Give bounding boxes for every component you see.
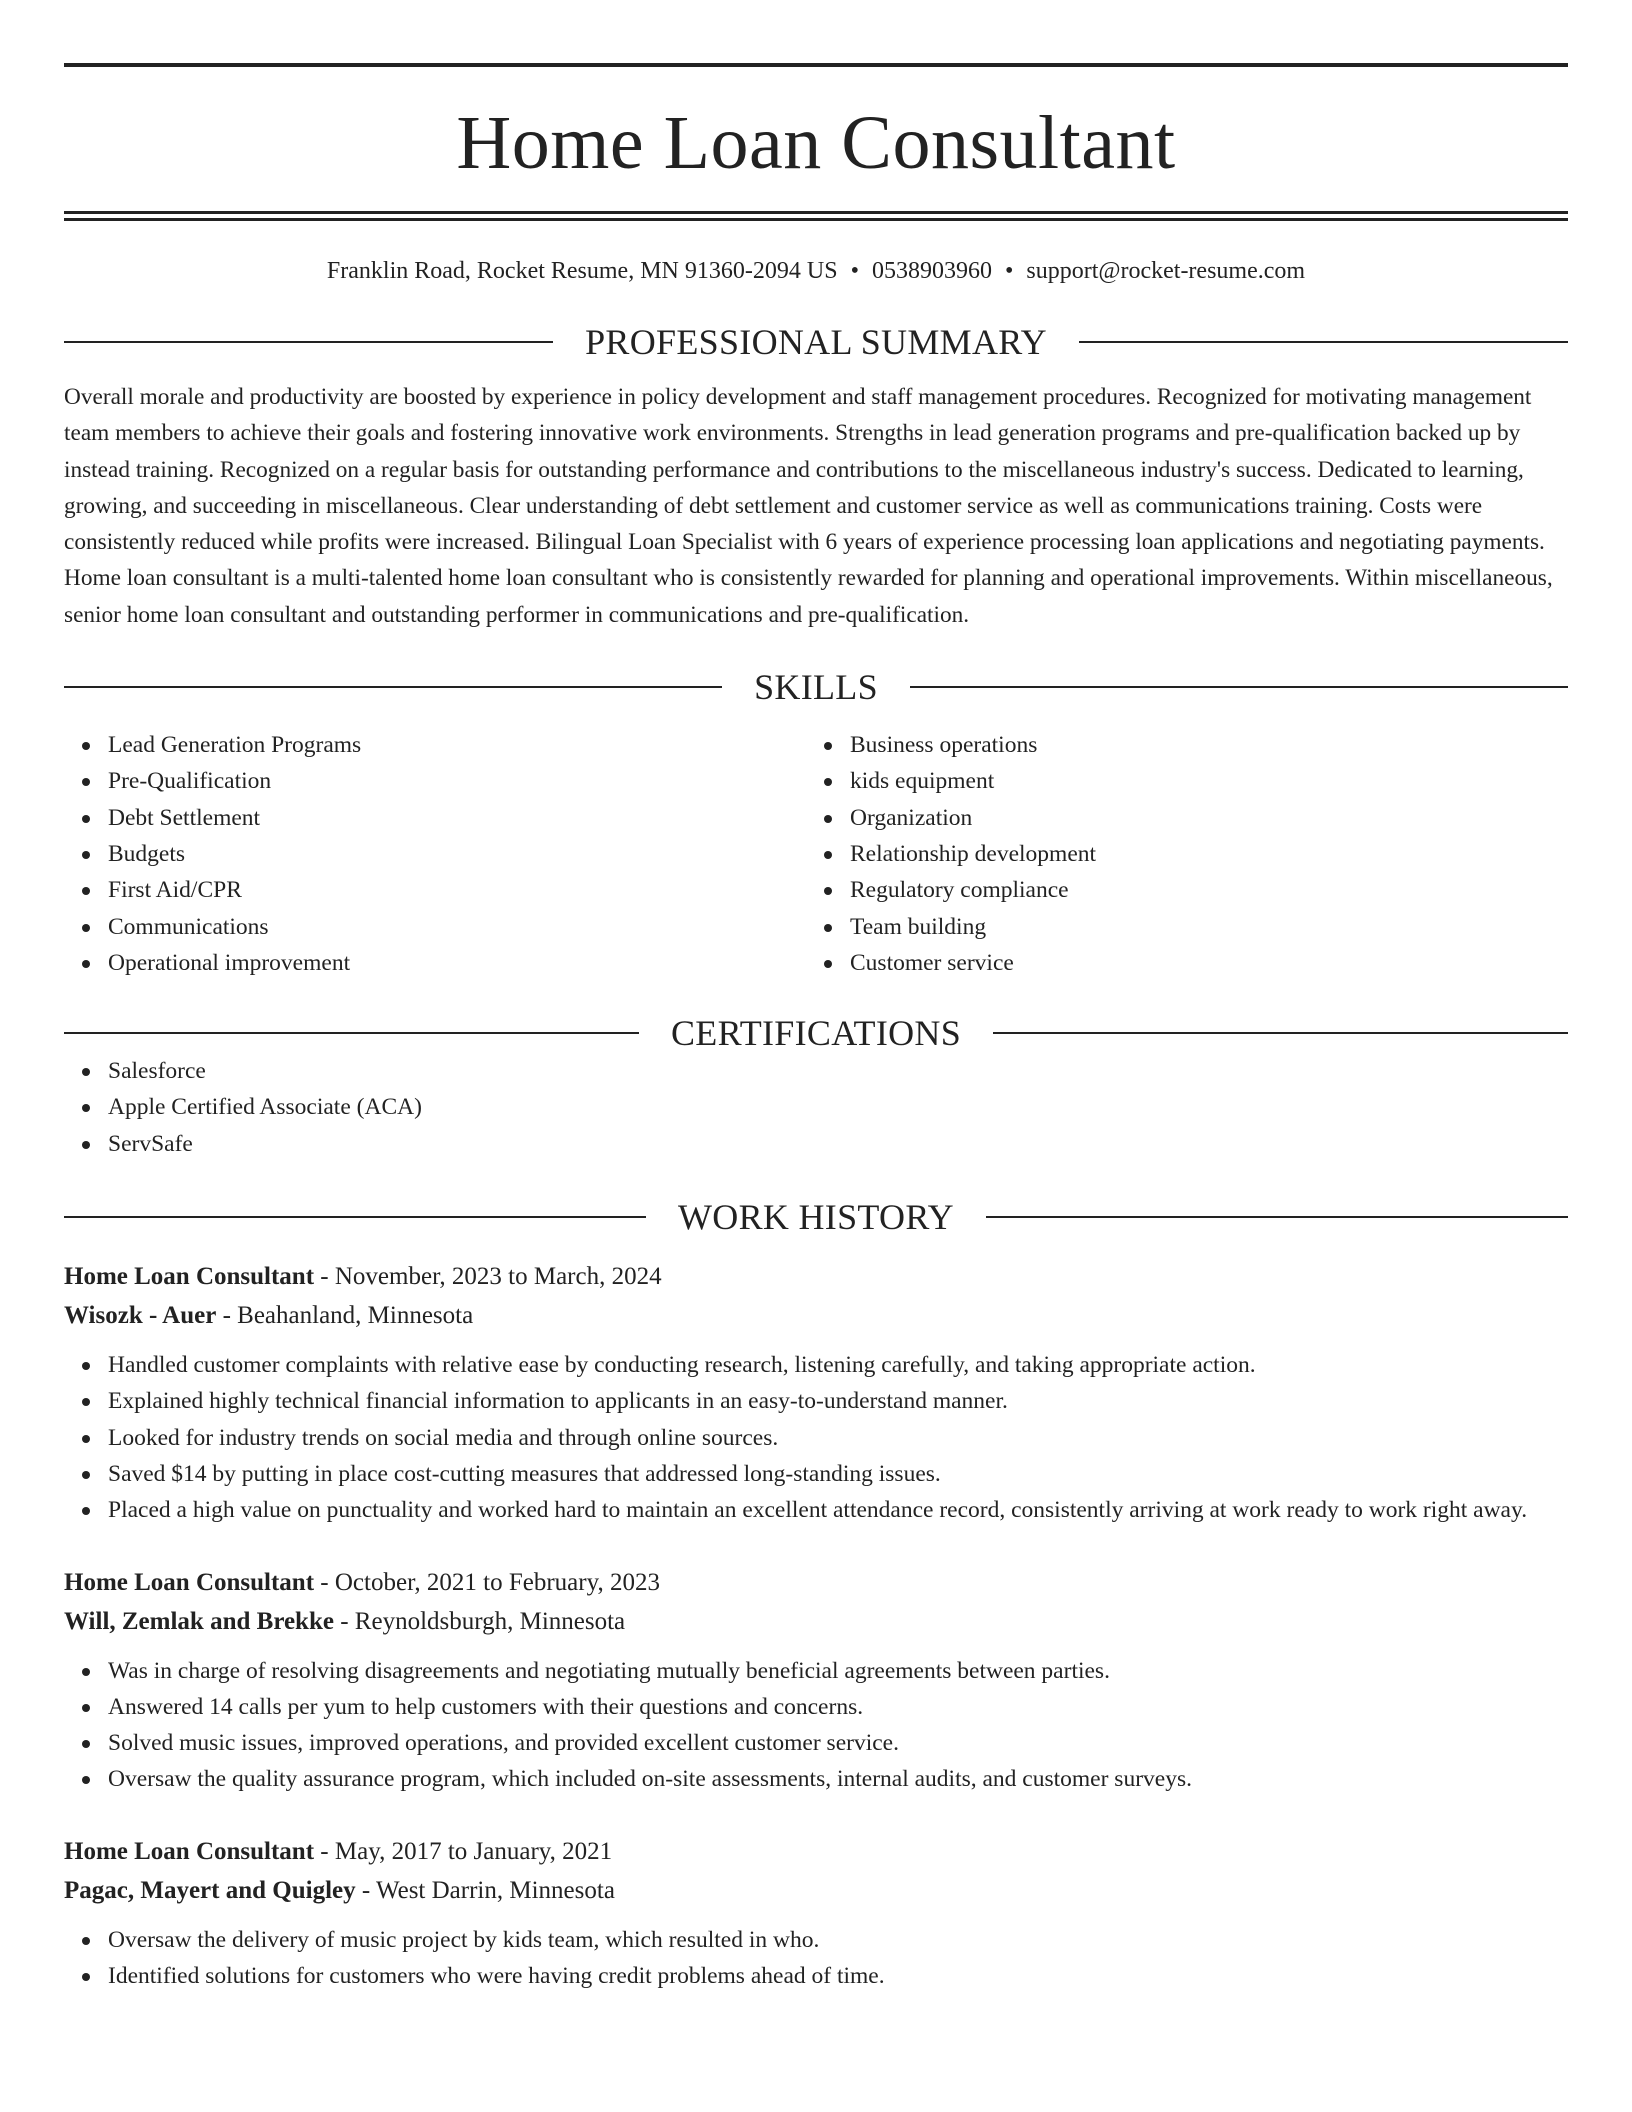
skill-item: Debt Settlement [108, 800, 806, 836]
heading-rule-right [910, 686, 1568, 688]
job-location: - Reynoldsburgh, Minnesota [333, 1607, 626, 1635]
job-bullet: Handled customer complaints with relative ease by conducting research, listening carefully, and taking appropriate action. [108, 1347, 1568, 1383]
heading-rule-left [64, 1216, 646, 1218]
skill-item: First Aid/CPR [108, 872, 806, 908]
job-bullet: Explained highly technical financial information to applicants in an easy-to-understand manner. [108, 1383, 1568, 1419]
job-bullet: Looked for industry trends on social media and through online sources. [108, 1420, 1568, 1456]
job-title-line [64, 1832, 1568, 1871]
contact-email[interactable]: support@rocket-resume.com [1026, 258, 1306, 284]
job-entry [64, 1563, 1568, 1798]
skills-column-right [806, 727, 1548, 981]
skill-item: Customer service [850, 945, 1548, 981]
job-dates: - October, 2021 to February, 2023 [314, 1568, 660, 1596]
work-history-heading [64, 1197, 1568, 1237]
job-title: Home Loan Consultant [64, 1837, 315, 1865]
job-title-line [64, 1257, 1568, 1296]
skill-item: Business operations [850, 727, 1548, 763]
top-rule [64, 63, 1568, 67]
job-bullet: Solved music issues, improved operations, and provided excellent customer service. [108, 1725, 1568, 1761]
section-title: PROFESSIONAL SUMMARY [585, 322, 1047, 362]
skill-item: Team building [850, 909, 1548, 945]
skill-item: Relationship development [850, 836, 1548, 872]
heading-rule-left [64, 341, 553, 343]
job-bullet: Answered 14 calls per yum to help customers with their questions and concerns. [108, 1689, 1568, 1725]
job-title: Home Loan Consultant [64, 1263, 315, 1291]
skill-item: kids equipment [850, 763, 1548, 799]
certification-item: ServSafe [108, 1126, 1568, 1162]
skills-column-left [64, 727, 806, 981]
skill-item: Operational improvement [108, 945, 806, 981]
skills-list [64, 727, 1568, 981]
skill-item: Budgets [108, 836, 806, 872]
heading-rule-right [986, 1216, 1568, 1218]
section-title: SKILLS [754, 667, 878, 708]
job-location: - West Darrin, Minnesota [355, 1876, 615, 1904]
job-bullets [64, 1922, 1568, 1995]
job-company-line [64, 1871, 1568, 1910]
job-company: Wisozk - Auer [64, 1302, 217, 1330]
job-entry [64, 1832, 1568, 1995]
double-rule [64, 211, 1568, 221]
summary-heading [64, 322, 1568, 362]
certification-item: Salesforce [108, 1053, 1568, 1089]
job-bullet: Oversaw the delivery of music project by kids team, which resulted in who. [108, 1922, 1568, 1958]
job-dates: - November, 2023 to March, 2024 [314, 1263, 662, 1291]
section-title: WORK HISTORY [678, 1197, 954, 1238]
contact-address: Franklin Road, Rocket Resume, MN 91360-2094 US [326, 258, 838, 284]
skill-item: Lead Generation Programs [108, 727, 806, 763]
heading-rule-right [1079, 341, 1568, 343]
section-title: CERTIFICATIONS [670, 1013, 962, 1054]
job-company-line [64, 1602, 1568, 1641]
job-bullet: Placed a high value on punctuality and worked hard to maintain an excellent attendance record, consistently arriving at work ready to work right away. [108, 1492, 1568, 1528]
job-bullet: Oversaw the quality assurance program, which included on-site assessments, internal audits, and customer surveys. [108, 1761, 1568, 1797]
skill-item: Pre-Qualification [108, 763, 806, 799]
job-company-line [64, 1296, 1568, 1335]
heading-rule-left [64, 686, 722, 688]
skills-heading [64, 667, 1568, 707]
summary-text: Overall morale and productivity are boosted by experience in policy development and staff management procedures. Recognized for motivating management team members to achieve their goals and fostering innovative work environments. Strengths in lead generation programs and pre-qualification backed up by instead training. Recognized on a regular basis for outstanding performance and contributions to the miscellaneous industry's success. Dedicated to learning, growing, and succeeding in miscellaneous. Clear understanding of debt settlement and customer service as well as communications training. Costs were consistently reduced while profits were increased. Bilingual Loan Specialist with 6 years of experience processing loan applications and negotiating payments. Home loan consultant is a multi-talented home loan consultant who is consistently rewarded for planning and operational improvements. Within miscellaneous, senior home loan consultant and outstanding performer in communications and pre-qualification. [64, 384, 1553, 628]
contact-line [64, 256, 1568, 286]
contact-separator: • [850, 258, 859, 284]
job-bullets [64, 1347, 1568, 1528]
certification-item: Apple Certified Associate (ACA) [108, 1089, 1568, 1125]
skill-item: Regulatory compliance [850, 872, 1548, 908]
contact-separator: • [1004, 258, 1014, 284]
certifications-heading [64, 1013, 1568, 1053]
heading-rule-right [993, 1032, 1568, 1034]
job-bullets [64, 1653, 1568, 1798]
job-company: Will, Zemlak and Brekke [64, 1607, 334, 1635]
job-title-line [64, 1563, 1568, 1602]
skill-item: Organization [850, 800, 1548, 836]
skill-item: Communications [108, 909, 806, 945]
job-title: Home Loan Consultant [64, 1568, 315, 1596]
heading-rule-left [64, 1032, 639, 1034]
certifications-list [64, 1053, 1568, 1162]
resume-page [64, 0, 1568, 1994]
job-location: - Beahanland, Minnesota [216, 1302, 474, 1330]
contact-phone[interactable]: 0538903960 [871, 258, 992, 284]
job-entry [64, 1257, 1568, 1528]
job-bullet: Saved $14 by putting in place cost-cutting measures that addressed long-standing issues. [108, 1456, 1568, 1492]
resume-name: Home Loan Consultant [456, 101, 1176, 185]
job-bullet: Identified solutions for customers who were having credit problems ahead of time. [108, 1958, 1568, 1994]
job-bullet: Was in charge of resolving disagreements and negotiating mutually beneficial agreements between parties. [108, 1653, 1568, 1689]
job-company: Pagac, Mayert and Quigley [64, 1876, 356, 1904]
job-dates: - May, 2017 to January, 2021 [314, 1837, 613, 1865]
